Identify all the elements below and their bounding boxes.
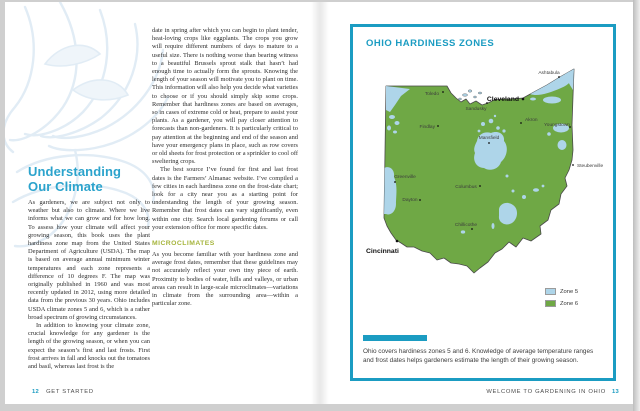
heading-line-1: Understanding (28, 164, 122, 179)
city-dot-dayton (419, 199, 421, 201)
city-dot-akron (520, 122, 522, 124)
body-paragraph: As you become familiar with your hardiness zone and average frost dates, remember that these guidelines may not accurately reflect your own tiny piece of earth. Proximity to bodies of water, hills and valleys, or urban areas can result in large-scale microclimates—variations in climate from the surrounding area—within a particular zone. (152, 251, 298, 308)
book-spine-shadow (311, 2, 329, 404)
city-dot-cleveland (522, 98, 525, 101)
right-page-number: 13 (611, 389, 619, 395)
legend-label-zone6: Zone 6 (560, 300, 579, 307)
city-label-cincinnati: Cincinnati (366, 248, 399, 255)
city-label-steubenville: Steubenville (577, 164, 604, 169)
page-stack-edge (633, 0, 640, 411)
city-label-akron: Akron (525, 118, 538, 123)
city-dot-columbus (479, 185, 481, 187)
city-label-youngstown: Youngstown (544, 123, 570, 128)
hardiness-zones-figure-box (350, 24, 616, 381)
right-page-footer (486, 389, 619, 395)
microclimates-subheading: MICROCLIMATES (152, 240, 215, 248)
legend-item-zone6 (545, 300, 578, 307)
city-label-chillicothe: Chillicothe (454, 223, 478, 228)
city-dot-ashtabula (558, 76, 560, 78)
city-label-cleveland: Cleveland (486, 96, 519, 103)
map-legend (545, 288, 578, 312)
book-spread (5, 2, 633, 404)
left-page-number: 12 (32, 389, 40, 395)
legend-swatch-zone6 (545, 300, 556, 307)
heading-line-2: Our Climate (28, 179, 103, 194)
left-column (28, 164, 150, 371)
legend-label-zone5: Zone 5 (560, 288, 579, 295)
city-dot-steubenville (572, 164, 574, 166)
city-label-findlay: Findlay (419, 125, 435, 130)
city-label-greenville: Greenville (394, 175, 416, 180)
city-label-mansfield: Mansfield (478, 136, 500, 141)
ohio-hardiness-map (356, 60, 606, 286)
city-dot-toledo (442, 91, 444, 93)
legend-item-zone5 (545, 288, 578, 295)
city-label-toledo: Toledo (424, 92, 439, 97)
body-paragraph: The best source I’ve found for first and last frost dates is the Farmers’ Almanac website. I’ve compiled a few cities in each hardiness zone on the frost-date chart; look for a city near you as a starting point for understanding the length of your growing season. Remember that frost dates can vary significantly, even within one city. Search local gardening forums or call your extension office for more specific dates. (152, 166, 298, 231)
legend-swatch-zone5 (545, 288, 556, 295)
left-page-footer (32, 389, 94, 395)
city-dot-cincinnati (396, 240, 399, 243)
left-footer-section: GET STARTED (46, 389, 94, 395)
city-dot-findlay (437, 125, 439, 127)
city-dot-greenville (394, 181, 396, 183)
body-paragraph: In addition to knowing your climate zone, crucial knowledge for any gardener is the length of the growing season, or when you can expect the season’s first and last frosts. First frost arrives in fall and knocks out the tomatoes and basil, whereas last frost is the (28, 322, 150, 371)
right-column (152, 27, 298, 309)
right-footer-section: WELCOME TO GARDENING IN OHIO (486, 389, 606, 395)
city-dot-chillicothe (471, 228, 473, 230)
city-dot-mansfield (488, 142, 490, 144)
city-label-dayton: Dayton (402, 198, 418, 203)
section-heading (28, 164, 150, 194)
city-label-columbus: Columbus (455, 185, 477, 190)
caption-divider-bar (363, 335, 427, 341)
city-label-ashtabula: Ashtabula (538, 71, 560, 76)
figure-caption: Ohio covers hardiness zones 5 and 6. Knowledge of average temperature ranges and frost dates helps gardeners estimate the length of their growing season. (363, 348, 594, 365)
map-title: OHIO HARDINESS ZONES (366, 38, 495, 49)
body-paragraph: date in spring after which you can begin to plant tender, heat-loving crops like eggplants. The crops you grow will require different numbers of days to mature to a useful size. There is nothing worse than bearing witness to a beautiful Brussels sprout stalk that hasn’t had enough time to actually form the sprouts. Knowing the length of your season will motivate you to plant on time. This information will also help you decide what varieties to choose or if you should simply skip some crops. Remember that hardiness zones are based on averages, so in cases of extreme cold or heat, prepare to assist your plants. As a gardener, you will pay closer attention to forecasts than non-gardeners. It is particularly critical to pay attention at the beginning and end of the season and have your emergency plans in place, such as row covers or old sheets for frost protection or a sprinkler to cool off sweltering crops. (152, 27, 298, 166)
city-label-sandusky: Sandusky (465, 107, 487, 112)
lake-erie-islands (459, 90, 482, 100)
body-paragraph: As gardeners, we are subject not only to weather but also to climate. Where we live informs what we can grow and for how long. To assess how your climate will affect your growing season, this book uses the plant hardiness zone map from the United States Department of Agriculture (USDA). The map is based on average annual minimum winter temperatures and each zone represents a difference of 10 degrees F. The map was originally published in 1960 and was most recently updated in 2012, using more detailed data from the previous 30 years. Ohio includes USDA climate zones 5 and 6, which is a rather broad spectrum of growing circumstances. (28, 199, 150, 321)
